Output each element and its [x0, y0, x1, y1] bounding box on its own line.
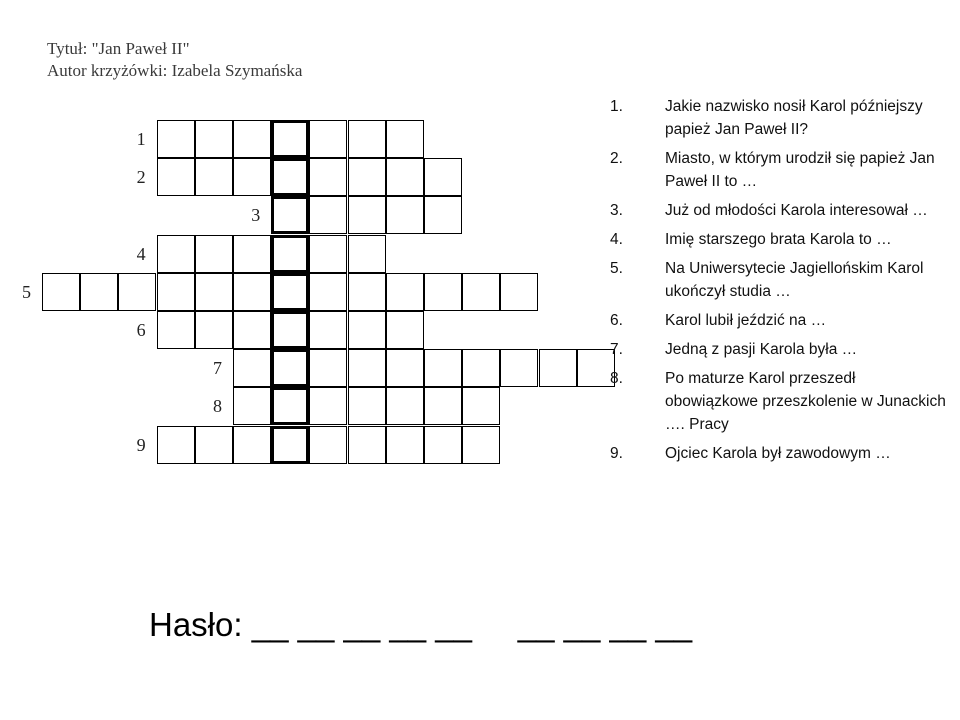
crossword-cell[interactable] — [424, 158, 462, 196]
clue-item — [610, 338, 950, 361]
clue-text: Jakie nazwisko nosił Karol późniejszy papież Jan Paweł II? — [665, 98, 923, 138]
row-number: 6 — [136, 320, 146, 340]
key-cell[interactable] — [271, 158, 309, 196]
password-line — [149, 603, 692, 647]
crossword-author: Autor krzyżówki: Izabela Szymańska — [47, 61, 303, 80]
crossword-cell[interactable] — [348, 349, 386, 387]
key-cell[interactable] — [271, 349, 309, 387]
password-label: Hasło: — [149, 606, 243, 643]
row-number: 2 — [136, 167, 146, 188]
clue-item — [610, 228, 950, 251]
key-cell[interactable] — [271, 120, 309, 158]
crossword-cell[interactable] — [424, 196, 462, 234]
crossword-cell[interactable] — [500, 273, 538, 311]
crossword-cell[interactable] — [386, 120, 424, 158]
crossword-cell[interactable] — [309, 120, 347, 158]
crossword-cell[interactable] — [233, 273, 271, 311]
clue-item — [610, 199, 950, 222]
crossword-cell[interactable] — [157, 426, 195, 464]
crossword-cell[interactable] — [386, 387, 424, 425]
clue-number: 7. — [610, 341, 623, 358]
key-cell[interactable] — [271, 235, 309, 273]
clue-text: Na Uniwersytecie Jagiellońskim Karol ukończył studia … — [665, 260, 924, 300]
crossword-cell[interactable] — [462, 273, 500, 311]
clue-number: 1. — [610, 98, 623, 115]
crossword-cell[interactable] — [233, 120, 271, 158]
crossword-cell[interactable] — [195, 311, 233, 349]
crossword-cell[interactable] — [386, 349, 424, 387]
clue-text: Ojciec Karola był zawodowym … — [665, 445, 891, 462]
key-cell[interactable] — [271, 426, 309, 464]
crossword-cell[interactable] — [348, 158, 386, 196]
crossword-cell[interactable] — [233, 349, 271, 387]
key-cell[interactable] — [271, 311, 309, 349]
crossword-cell[interactable] — [424, 387, 462, 425]
crossword-cell[interactable] — [348, 387, 386, 425]
crossword-cell[interactable] — [195, 120, 233, 158]
clue-number: 9. — [610, 445, 623, 462]
clue-number: 4. — [610, 231, 623, 248]
crossword-cell[interactable] — [424, 349, 462, 387]
clue-text: Już od młodości Karola interesował … — [665, 202, 928, 219]
crossword-cell[interactable] — [195, 158, 233, 196]
clue-item — [610, 147, 950, 193]
clue-number: 2. — [610, 150, 623, 167]
clue-text: Miasto, w którym urodził się papież Jan Paweł II to … — [665, 150, 935, 190]
crossword-cell[interactable] — [462, 349, 500, 387]
crossword-cell[interactable] — [195, 235, 233, 273]
clue-item — [610, 257, 950, 303]
crossword-cell[interactable] — [386, 311, 424, 349]
crossword-grid — [0, 0, 600, 480]
crossword-cell[interactable] — [157, 311, 195, 349]
crossword-cell[interactable] — [309, 311, 347, 349]
clue-text: Po maturze Karol przeszedł obowiązkowe przeszkolenie w Junackich …. Pracy — [665, 370, 946, 433]
crossword-cell[interactable] — [462, 426, 500, 464]
crossword-cell[interactable] — [309, 196, 347, 234]
clue-number: 8. — [610, 370, 623, 387]
clue-text: Jedną z pasji Karola była … — [665, 341, 858, 358]
crossword-cell[interactable] — [157, 235, 195, 273]
crossword-cell[interactable] — [157, 273, 195, 311]
crossword-cell[interactable] — [386, 273, 424, 311]
key-cell[interactable] — [271, 273, 309, 311]
crossword-cell[interactable] — [233, 387, 271, 425]
crossword-cell[interactable] — [348, 235, 386, 273]
crossword-cell[interactable] — [309, 349, 347, 387]
crossword-cell[interactable] — [386, 196, 424, 234]
crossword-cell[interactable] — [348, 273, 386, 311]
row-number: 1 — [136, 129, 146, 149]
row-number: 5 — [22, 281, 31, 302]
crossword-cell[interactable] — [500, 349, 538, 387]
crossword-cell[interactable] — [233, 158, 271, 196]
clue-number: 3. — [610, 202, 623, 219]
crossword-cell[interactable] — [309, 235, 347, 273]
clue-item — [610, 95, 950, 141]
row-number: 4 — [136, 243, 146, 264]
row-number: 3 — [251, 205, 261, 226]
crossword-cell[interactable] — [424, 273, 462, 311]
crossword-cell[interactable] — [309, 426, 347, 464]
clue-list — [610, 95, 950, 471]
crossword-cell[interactable] — [386, 158, 424, 196]
clue-item — [610, 367, 950, 436]
row-number: 8 — [213, 396, 222, 417]
clue-number: 6. — [610, 312, 623, 329]
crossword-cell[interactable] — [462, 387, 500, 425]
crossword-title: Tytuł: "Jan Paweł II" — [47, 39, 190, 58]
key-cell[interactable] — [271, 196, 309, 234]
crossword-cell[interactable] — [233, 235, 271, 273]
clue-number: 5. — [610, 260, 623, 277]
crossword-cell[interactable] — [157, 120, 195, 158]
crossword-cell[interactable] — [233, 311, 271, 349]
crossword-cell[interactable] — [195, 273, 233, 311]
crossword-cell[interactable] — [348, 426, 386, 464]
clue-item — [610, 309, 950, 332]
crossword-cell[interactable] — [80, 273, 118, 311]
crossword-cell[interactable] — [42, 273, 80, 311]
crossword-cell[interactable] — [386, 426, 424, 464]
crossword-cell[interactable] — [195, 426, 233, 464]
crossword-cell[interactable] — [348, 120, 386, 158]
clue-text: Karol lubił jeździć na … — [665, 312, 827, 329]
row-number: 7 — [213, 358, 222, 379]
row-number: 9 — [136, 434, 146, 455]
crossword-cell[interactable] — [233, 426, 271, 464]
crossword-cell[interactable] — [309, 273, 347, 311]
crossword-cell[interactable] — [309, 387, 347, 425]
password-blanks: __ __ __ __ __ __ __ __ __ — [251, 606, 693, 643]
clue-text: Imię starszego brata Karola to … — [665, 231, 892, 248]
crossword-cell[interactable] — [157, 158, 195, 196]
key-cell[interactable] — [271, 387, 309, 425]
crossword-cell[interactable] — [539, 349, 577, 387]
clue-item — [610, 442, 950, 465]
crossword-cell[interactable] — [348, 196, 386, 234]
crossword-cell[interactable] — [424, 426, 462, 464]
crossword-cell[interactable] — [309, 158, 347, 196]
crossword-cell[interactable] — [348, 311, 386, 349]
crossword-cell[interactable] — [118, 273, 156, 311]
